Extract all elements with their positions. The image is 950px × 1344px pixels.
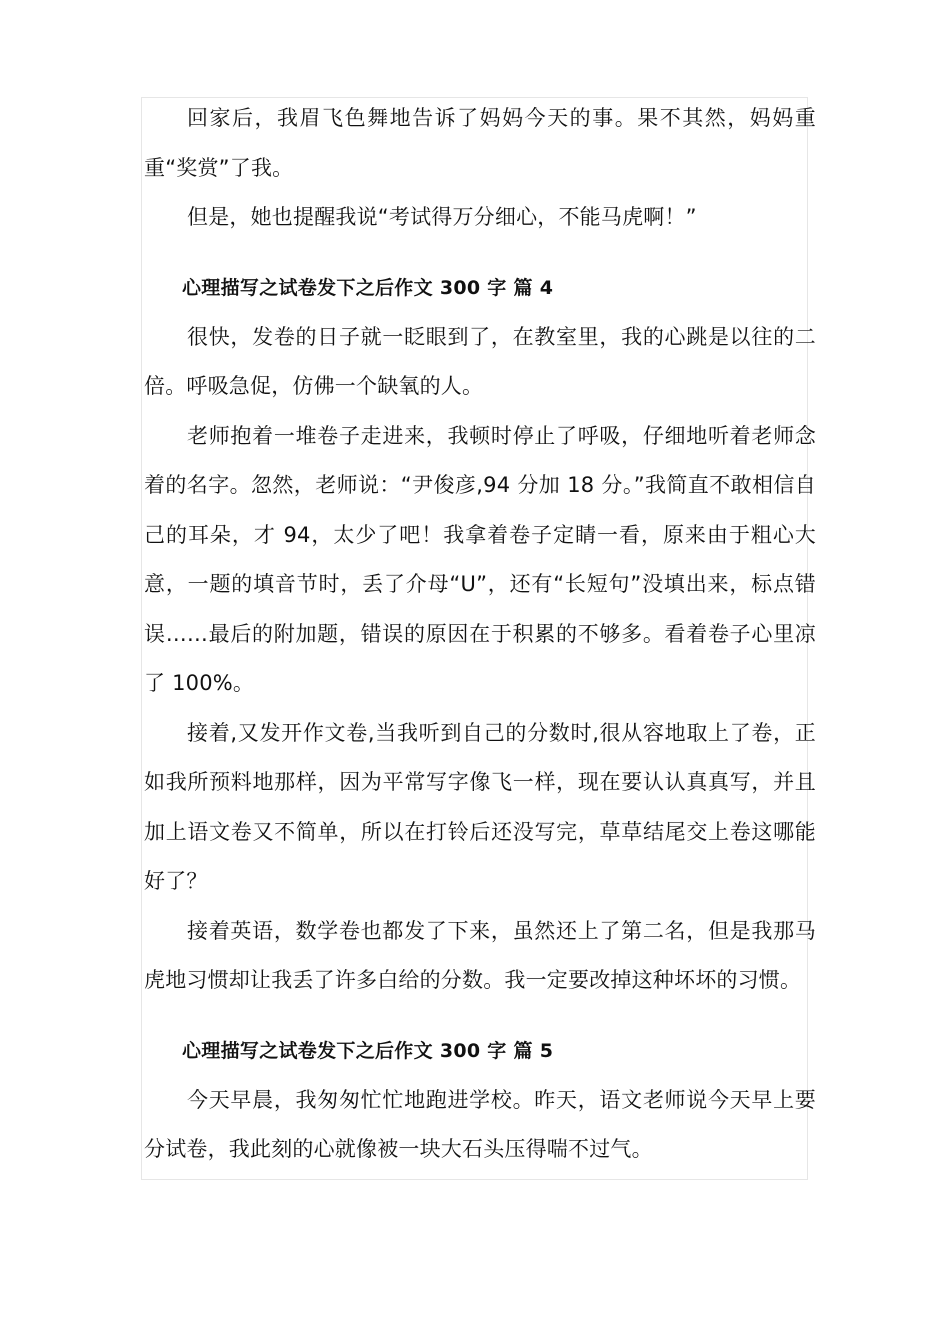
document-body xyxy=(144,94,816,1175)
paragraph: 很快，发卷的日子就一眨眼到了，在教室里，我的心跳是以往的二倍。呼吸急促，仿佛一个缺氧的人。 xyxy=(144,324,816,398)
section-heading: 心理描写之试卷发下之后作文 300 字 篇 4 xyxy=(182,276,554,299)
paragraph: 回家后，我眉飞色舞地告诉了妈妈今天的事。果不其然，妈妈重重“奖赏”了我。 xyxy=(144,106,816,180)
paragraph: 老师抱着一堆卷子走进来，我顿时停止了呼吸，仔细地听着老师念着的名字。忽然，老师说：“尹俊彦,94 分加 18 分。”我简直不敢相信自己的耳朵，才 94，太少了吧！我拿着卷子定睛一看，原来由于粗心大意，一题的填音节时，丢了介母“U”，还有“长短句”没填出来，标点错误……最后的附加题，错误的原因在于积累的不够多。看着卷子心里凉了 100%。 xyxy=(144,423,816,695)
paragraph: 但是，她也提醒我说“考试得万分细心，不能马虎啊！” xyxy=(187,205,697,229)
paragraph: 接着,又发开作文卷,当我听到自己的分数时,很从容地取上了卷，正如我所预料地那样，因为平常写字像飞一样，现在要认认真真写，并且加上语文卷又不简单，所以在打铃后还没写完，草草结尾交上卷这哪能好了？ xyxy=(144,720,816,893)
paragraph: 接着英语，数学卷也都发了下来，虽然还上了第二名，但是我那马虎地习惯却让我丢了许多白给的分数。我一定要改掉这种坏坏的习惯。 xyxy=(144,918,816,992)
section-heading: 心理描写之试卷发下之后作文 300 字 篇 5 xyxy=(182,1039,554,1062)
paragraph: 今天早晨，我匆匆忙忙地跑进学校。昨天，语文老师说今天早上要分试卷，我此刻的心就像被一块大石头压得喘不过气。 xyxy=(144,1087,816,1161)
